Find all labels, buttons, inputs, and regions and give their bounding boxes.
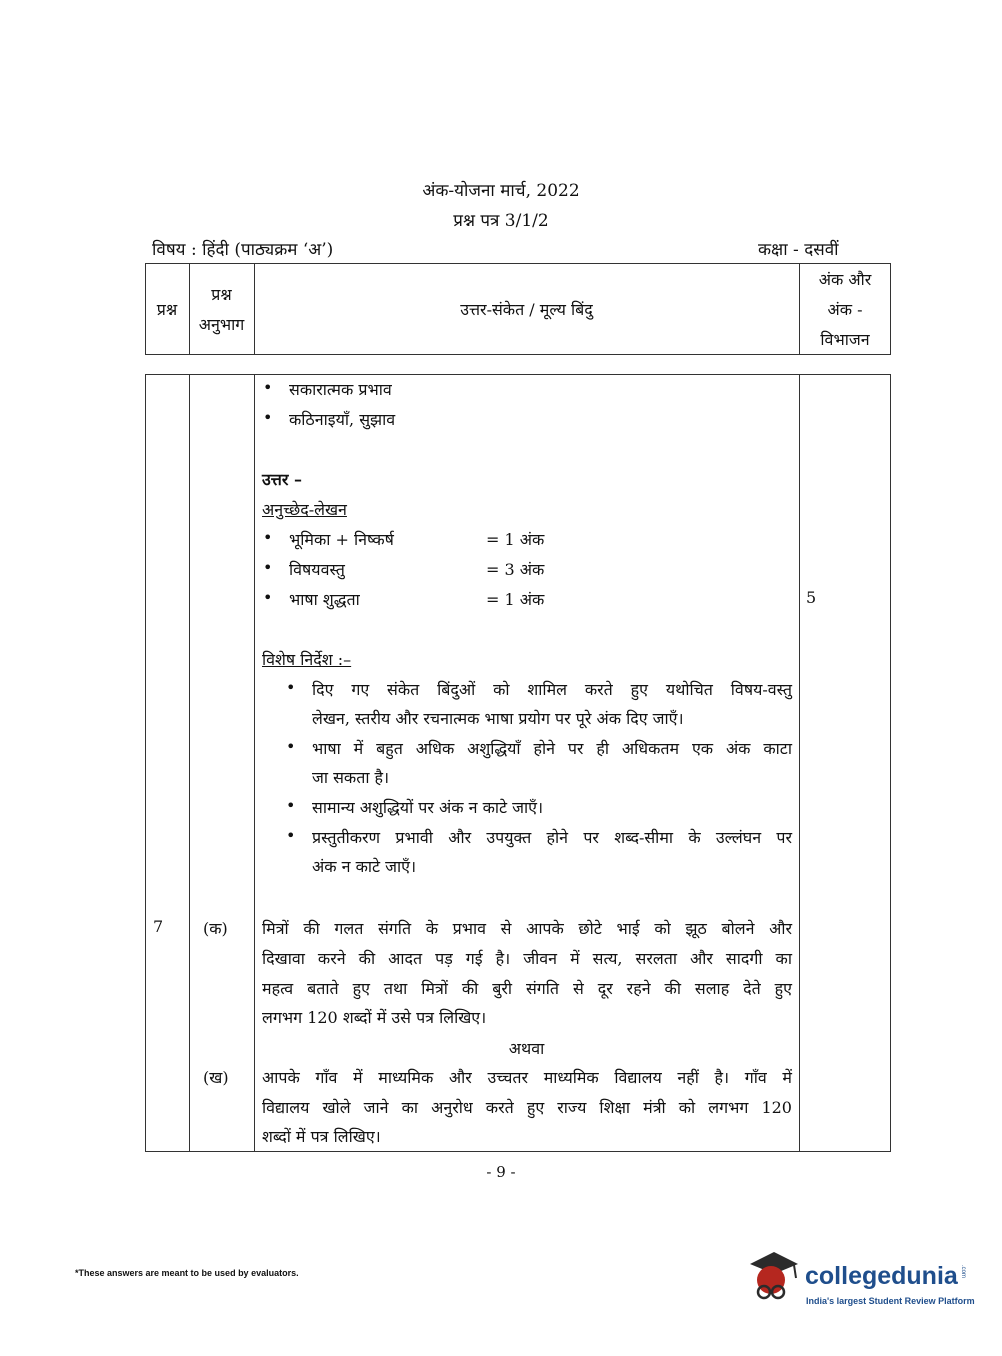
question-text-line: विद्यालय खोले जाने का अनुरोध करते हुए राज्य शिक्षा मंत्री को लगभग 120 [262,1098,792,1117]
or-separator: अथवा [508,1039,545,1058]
marks-row-label: • भाषा शुद्धता [289,588,360,610]
question-text-line: मित्रों की गलत संगति के प्रभाव से आपके छोटे भाई को झूठ बोलने और [262,919,792,938]
instruction-line: • दिए गए संकेत बिंदुओं को शामिल करते हुए यथोचित विषय-वस्तु [312,678,792,700]
question-text-line: महत्व बताते हुए तथा मित्रों की बुरी संगति से दूर रहने की सलाह देते हुए [262,979,792,998]
question-text-line: लगभग 120 शब्दों में उसे पत्र लिखिए। [262,1008,487,1027]
marks-row-value: = 3 अंक [486,560,545,579]
question-paper-code: प्रश्न पत्र 3/1/2 [453,211,549,231]
logo-name: collegedunia [805,1262,958,1290]
scheme-title: अंक-योजना मार्च, 2022 [422,181,580,201]
logo-suffix: .com [960,1265,966,1279]
marks-row-label: • भूमिका + निष्कर्ष [289,528,394,550]
instruction-line: जा सकता है। [312,768,390,787]
instruction-line: • सामान्य अशुद्धियों पर अंक न काटे जाएँ। [312,796,543,818]
question-number: 7 [153,917,164,936]
marks-row-label: • विषयवस्तु [289,558,345,580]
bullet-item: • सकारात्मक प्रभाव [289,378,392,400]
marks-row-value: = 1 अंक [486,590,545,609]
collegedunia-logo[interactable] [744,1248,974,1308]
instruction-line: • भाषा में बहुत अधिक अशुद्धियाँ होने पर ही अधिकतम एक अंक काटा [312,737,792,759]
special-instructions-heading: विशेष निर्देश :– [262,650,352,669]
total-marks: 5 [806,588,817,607]
question-text-line: दिखावा करने की आदत पड़ गई है। जीवन में सत्य, सरलता और सादगी का [262,949,792,968]
part-ka-label: (क) [203,919,228,938]
question-text-line: शब्दों में पत्र लिखिए। [262,1127,381,1146]
evaluator-note: *These answers are meant to be used by evaluators. [75,1268,299,1278]
body-table [145,374,891,1152]
header-col-marks-1: अंक और [818,270,872,289]
header-col-marks-2: अंक - [827,300,863,319]
graduate-mascot-icon [744,1248,802,1306]
question-text-line: आपके गाँव में माध्यमिक और उच्चतर माध्यमिक विद्यालय नहीं है। गाँव में [262,1068,792,1087]
header-col-answer: उत्तर-संकेत / मूल्य बिंदु [460,300,593,319]
class-label: कक्षा - दसवीं [758,240,839,260]
answer-label: उत्तर – [262,470,302,489]
page-number: - 9 - [486,1163,516,1181]
logo-tagline: India's largest Student Review Platform [806,1296,975,1306]
bullet-item: • कठिनाइयाँ, सुझाव [289,408,395,430]
section-heading: अनुच्छेद-लेखन [262,500,347,519]
instruction-line: लेखन, स्तरीय और रचनात्मक भाषा प्रयोग पर पूरे अंक दिए जाएँ। [312,709,684,728]
subject-label: विषय : हिंदी (पाठ्यक्रम ‘अ’) [152,240,334,260]
instruction-line: अंक न काटे जाएँ। [312,857,417,876]
marks-row-value: = 1 अंक [486,530,545,549]
part-kha-label: (ख) [203,1068,229,1087]
instruction-line: • प्रस्तुतीकरण प्रभावी और उपयुक्त होने पर शब्द-सीमा के उल्लंघन पर [312,826,792,848]
header-col-question: प्रश्न [156,300,178,319]
header-col-marks-3: विभाजन [820,330,870,349]
header-col-section-2: अनुभाग [198,315,245,334]
header-col-section-1: प्रश्न [211,285,232,304]
